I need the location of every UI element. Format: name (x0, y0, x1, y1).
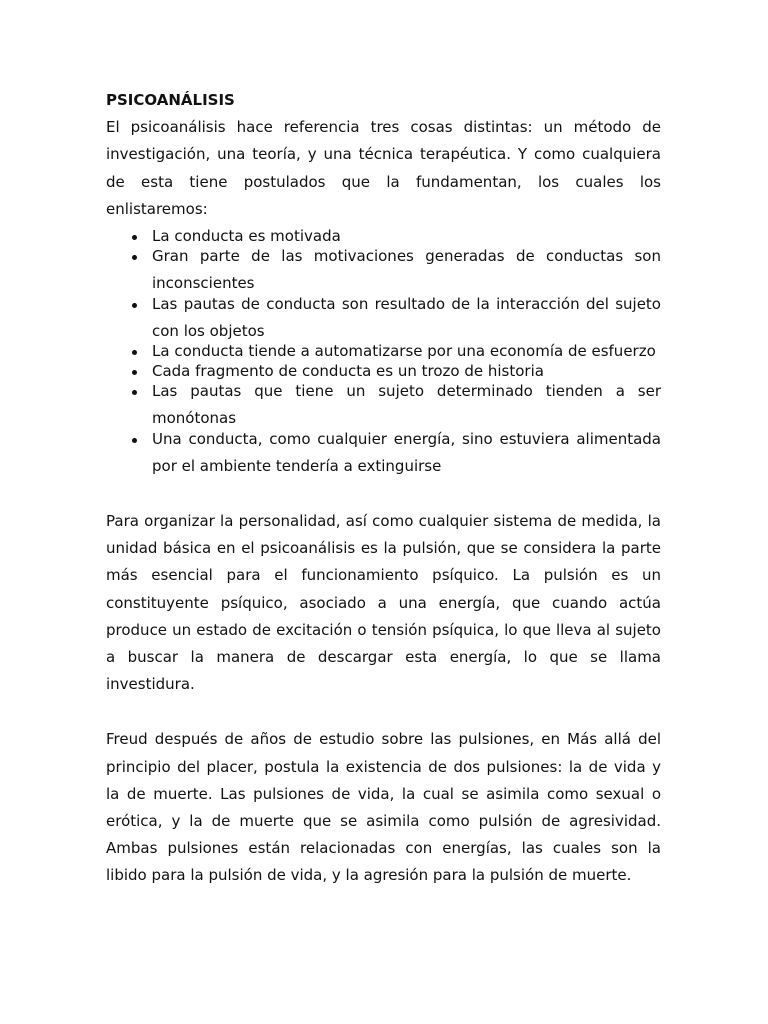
text-line: Para organizar la personalidad, así como cualquier sistema de medida, la (106, 512, 661, 530)
bullet-marker (132, 303, 137, 308)
bullet-marker (132, 390, 137, 395)
text-line: principio del placer, postula la existencia de dos pulsiones: la de vida y (106, 757, 661, 776)
text-line: más esencial para el funcionamiento psíquico. La pulsión es un (106, 566, 661, 585)
text-line: la de muerte. Las pulsiones de vida, la cual se asimila como sexual o (106, 784, 661, 803)
document-body (106, 87, 661, 889)
text-line: investidura. (106, 675, 195, 694)
text-line: Gran parte de las motivaciones generadas de conductas son (152, 247, 661, 266)
text-line: produce un estado de excitación o tensión psíquica, lo que lleva al sujeto (106, 620, 661, 639)
text-line: enlistaremos: (106, 199, 208, 218)
text-line: Las pautas que tiene un sujeto determinado tienden a ser (152, 382, 661, 401)
text-line: a buscar la manera de descargar esta energía, lo que se llama (106, 647, 661, 666)
document-title: PSICOANÁLISIS (106, 91, 235, 109)
text-line: constituyente psíquico, asociado a una energía, que cuando actúa (106, 593, 661, 612)
list-item (106, 291, 661, 345)
text-line: La conducta tiende a automatizarse por una economía de esfuerzo (152, 341, 656, 360)
text-line: de esta tiene postulados que la fundamentan, los cuales los (106, 172, 661, 191)
text-line: Cada fragmento de conducta es un trozo de historia (152, 362, 544, 381)
text-line: La conducta es motivada (152, 226, 341, 245)
text-line: Ambas pulsiones están relacionadas con energías, las cuales son la (106, 839, 661, 858)
text-line: por el ambiente tendería a extinguirse (152, 456, 442, 475)
bullet-marker (132, 438, 137, 443)
text-line: unidad básica en el psicoanálisis es la pulsión, que se considera la parte (106, 539, 661, 558)
intro-paragraph (106, 114, 661, 223)
list-item (106, 243, 661, 297)
text-line: investigación, una teoría, y una técnica terapéutica. Y como cualquiera (106, 145, 661, 164)
text-line: El psicoanálisis hace referencia tres cosas distintas: un método de (106, 118, 661, 137)
text-line: inconscientes (152, 274, 255, 293)
text-line: Freud después de años de estudio sobre las pulsiones, en Más allá del (106, 730, 661, 749)
text-line: Una conducta, como cualquier energía, sino estuviera alimentada (152, 429, 661, 448)
text-line: con los objetos (152, 321, 265, 340)
text-line: erótica, y la de muerte que se asimila como pulsión de agresividad. (106, 811, 661, 830)
freud-paragraph (106, 726, 661, 889)
bullet-marker (132, 235, 137, 240)
list-item (106, 426, 661, 480)
list-item (106, 378, 661, 432)
text-line: Las pautas de conducta son resultado de la interacción del sujeto (152, 294, 661, 313)
postulates-list (106, 223, 661, 480)
bullet-marker (132, 350, 137, 355)
bullet-marker (132, 370, 137, 375)
pulsion-paragraph (106, 508, 661, 698)
text-line: monótonas (152, 409, 237, 428)
bullet-marker (132, 255, 137, 260)
text-line: libido para la pulsión de vida, y la agresión para la pulsión de muerte. (106, 866, 632, 885)
